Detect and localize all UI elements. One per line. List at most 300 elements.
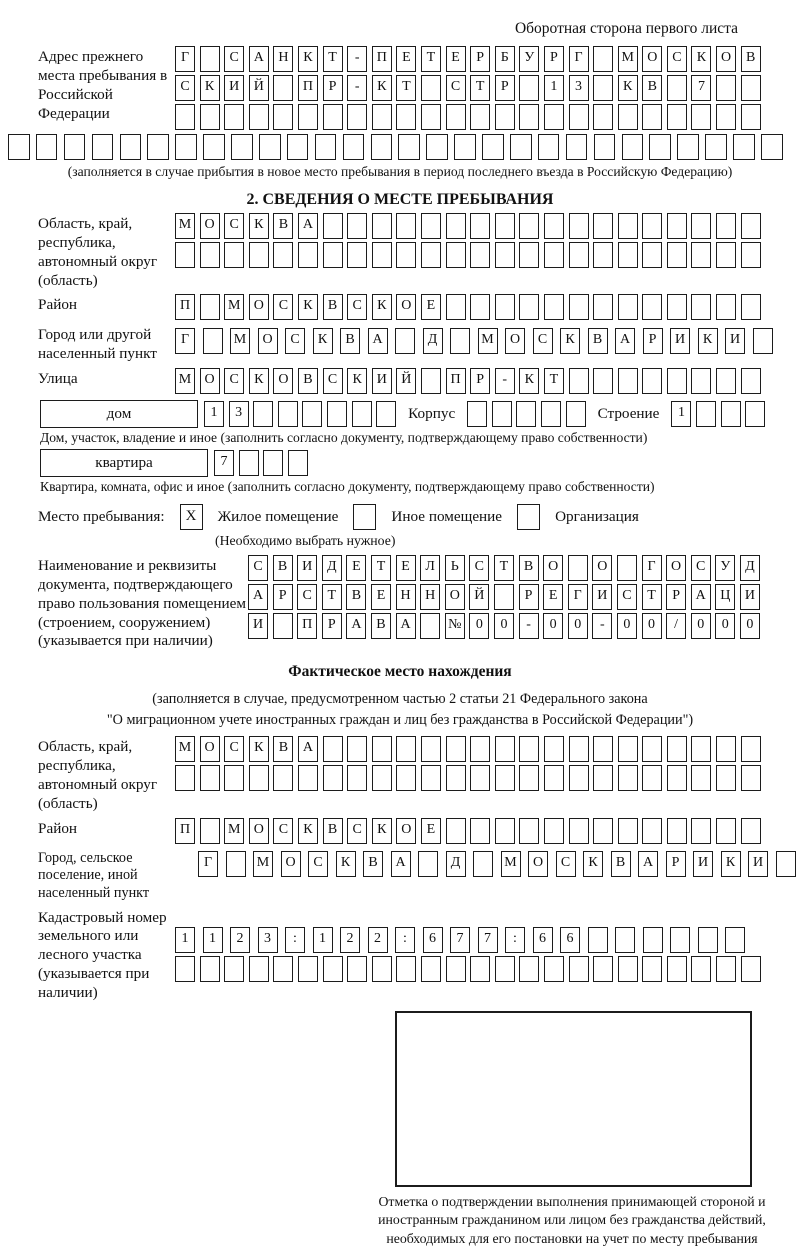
char-box[interactable]: 2 <box>340 927 360 953</box>
char-box[interactable]: С <box>347 818 367 844</box>
char-box[interactable]: С <box>556 851 576 877</box>
char-box[interactable] <box>347 213 367 239</box>
char-box[interactable]: Н <box>420 584 440 610</box>
char-box[interactable] <box>519 765 539 791</box>
char-box[interactable] <box>544 294 564 320</box>
char-box[interactable] <box>642 765 662 791</box>
char-box[interactable]: Е <box>396 46 416 72</box>
char-box[interactable] <box>716 956 736 982</box>
char-box[interactable] <box>470 956 490 982</box>
char-box[interactable] <box>203 134 225 160</box>
char-box[interactable] <box>395 328 415 354</box>
char-box[interactable] <box>224 104 244 130</box>
char-box[interactable] <box>273 104 293 130</box>
char-box[interactable] <box>615 927 635 953</box>
char-box[interactable] <box>470 736 490 762</box>
char-box[interactable] <box>544 104 564 130</box>
char-box[interactable]: В <box>273 555 293 581</box>
char-box[interactable] <box>327 401 347 427</box>
char-box[interactable]: 1 <box>671 401 691 427</box>
char-box[interactable] <box>200 818 220 844</box>
char-box[interactable]: 2 <box>368 927 388 953</box>
char-box[interactable] <box>725 927 745 953</box>
char-box[interactable] <box>538 134 560 160</box>
char-box[interactable] <box>618 368 638 394</box>
char-box[interactable]: С <box>323 368 343 394</box>
char-box[interactable]: 0 <box>469 613 489 639</box>
char-box[interactable] <box>593 75 613 101</box>
char-box[interactable] <box>323 956 343 982</box>
char-box[interactable] <box>741 818 761 844</box>
char-box[interactable] <box>64 134 86 160</box>
char-box[interactable]: И <box>372 368 392 394</box>
char-box[interactable] <box>446 765 466 791</box>
char-box[interactable] <box>396 242 416 268</box>
char-box[interactable]: М <box>478 328 498 354</box>
char-box[interactable]: О <box>281 851 301 877</box>
char-box[interactable] <box>470 818 490 844</box>
char-box[interactable]: И <box>670 328 690 354</box>
char-box[interactable] <box>470 294 490 320</box>
char-box[interactable] <box>618 242 638 268</box>
char-box[interactable]: С <box>224 368 244 394</box>
char-box[interactable] <box>593 242 613 268</box>
char-box[interactable] <box>618 104 638 130</box>
char-box[interactable] <box>495 818 515 844</box>
char-box[interactable]: О <box>249 294 269 320</box>
char-box[interactable] <box>519 736 539 762</box>
char-box[interactable]: М <box>175 368 195 394</box>
char-box[interactable]: Р <box>643 328 663 354</box>
char-box[interactable] <box>716 818 736 844</box>
char-box[interactable] <box>396 213 416 239</box>
char-box[interactable]: К <box>691 46 711 72</box>
char-box[interactable] <box>569 213 589 239</box>
char-box[interactable]: А <box>249 46 269 72</box>
char-box[interactable]: К <box>313 328 333 354</box>
char-box[interactable] <box>420 613 440 639</box>
char-box[interactable] <box>226 851 246 877</box>
char-box[interactable]: М <box>501 851 521 877</box>
char-box[interactable] <box>224 956 244 982</box>
char-box[interactable] <box>741 956 761 982</box>
char-box[interactable]: С <box>297 584 317 610</box>
char-box[interactable]: Р <box>323 75 343 101</box>
char-box[interactable] <box>372 242 392 268</box>
char-box[interactable]: К <box>560 328 580 354</box>
char-box[interactable] <box>593 956 613 982</box>
char-box[interactable] <box>347 242 367 268</box>
char-box[interactable]: 0 <box>617 613 637 639</box>
char-box[interactable]: К <box>249 736 269 762</box>
char-box[interactable] <box>298 104 318 130</box>
char-box[interactable] <box>147 134 169 160</box>
char-box[interactable] <box>519 294 539 320</box>
char-box[interactable] <box>446 213 466 239</box>
char-box[interactable]: - <box>592 613 612 639</box>
char-box[interactable] <box>594 134 616 160</box>
char-box[interactable] <box>231 134 253 160</box>
char-box[interactable]: Л <box>420 555 440 581</box>
char-box[interactable] <box>519 75 539 101</box>
char-box[interactable]: В <box>371 613 391 639</box>
char-box[interactable] <box>569 294 589 320</box>
char-box[interactable] <box>617 555 637 581</box>
char-box[interactable]: 3 <box>258 927 278 953</box>
char-box[interactable]: Г <box>175 328 195 354</box>
char-box[interactable] <box>741 765 761 791</box>
char-box[interactable]: Ц <box>715 584 735 610</box>
char-box[interactable] <box>200 765 220 791</box>
char-box[interactable] <box>753 328 773 354</box>
char-box[interactable] <box>343 134 365 160</box>
char-box[interactable]: М <box>224 818 244 844</box>
char-box[interactable]: И <box>740 584 760 610</box>
char-box[interactable] <box>249 956 269 982</box>
char-box[interactable] <box>287 134 309 160</box>
char-box[interactable] <box>323 213 343 239</box>
char-box[interactable] <box>288 450 308 476</box>
char-box[interactable]: У <box>519 46 539 72</box>
char-box[interactable] <box>253 401 273 427</box>
char-box[interactable] <box>745 401 765 427</box>
char-box[interactable]: О <box>258 328 278 354</box>
char-box[interactable] <box>315 134 337 160</box>
char-box[interactable] <box>224 765 244 791</box>
char-box[interactable]: М <box>230 328 250 354</box>
char-box[interactable] <box>470 104 490 130</box>
char-box[interactable]: Р <box>544 46 564 72</box>
char-box[interactable]: П <box>297 613 317 639</box>
char-box[interactable]: С <box>667 46 687 72</box>
char-box[interactable]: В <box>340 328 360 354</box>
char-box[interactable]: А <box>368 328 388 354</box>
char-box[interactable]: / <box>666 613 686 639</box>
char-box[interactable] <box>568 555 588 581</box>
char-box[interactable]: О <box>396 818 416 844</box>
char-box[interactable]: К <box>200 75 220 101</box>
char-box[interactable] <box>667 818 687 844</box>
char-box[interactable]: С <box>446 75 466 101</box>
char-box[interactable] <box>273 765 293 791</box>
char-box[interactable]: Е <box>446 46 466 72</box>
char-box[interactable] <box>667 368 687 394</box>
char-box[interactable]: О <box>528 851 548 877</box>
char-box[interactable] <box>92 134 114 160</box>
char-box[interactable]: : <box>285 927 305 953</box>
char-box[interactable] <box>175 956 195 982</box>
char-box[interactable]: В <box>323 294 343 320</box>
char-box[interactable]: К <box>298 818 318 844</box>
char-box[interactable] <box>278 401 298 427</box>
char-box[interactable]: Д <box>446 851 466 877</box>
char-box[interactable] <box>716 368 736 394</box>
char-box[interactable]: П <box>175 818 195 844</box>
char-box[interactable] <box>691 956 711 982</box>
char-box[interactable] <box>298 765 318 791</box>
char-box[interactable]: О <box>200 736 220 762</box>
char-box[interactable]: Е <box>346 555 366 581</box>
char-box[interactable] <box>696 401 716 427</box>
char-box[interactable]: 0 <box>740 613 760 639</box>
char-box[interactable]: Г <box>642 555 662 581</box>
char-box[interactable] <box>175 134 197 160</box>
char-box[interactable]: А <box>391 851 411 877</box>
char-box[interactable]: О <box>396 294 416 320</box>
char-box[interactable] <box>698 927 718 953</box>
char-box[interactable]: Е <box>371 584 391 610</box>
char-box[interactable]: - <box>347 46 367 72</box>
char-box[interactable] <box>667 765 687 791</box>
char-box[interactable] <box>566 401 586 427</box>
char-box[interactable]: 0 <box>642 613 662 639</box>
char-box[interactable] <box>667 956 687 982</box>
char-box[interactable] <box>667 75 687 101</box>
char-box[interactable] <box>347 736 367 762</box>
char-box[interactable]: Б <box>495 46 515 72</box>
char-box[interactable] <box>495 765 515 791</box>
char-box[interactable]: 7 <box>450 927 470 953</box>
char-box[interactable]: П <box>298 75 318 101</box>
char-box[interactable] <box>352 401 372 427</box>
char-box[interactable]: 7 <box>214 450 234 476</box>
char-box[interactable] <box>618 818 638 844</box>
char-box[interactable] <box>450 328 470 354</box>
char-box[interactable] <box>691 213 711 239</box>
char-box[interactable]: К <box>583 851 603 877</box>
char-box[interactable]: Р <box>322 613 342 639</box>
checkbox-organization[interactable] <box>517 504 540 530</box>
char-box[interactable]: - <box>495 368 515 394</box>
char-box[interactable]: Й <box>469 584 489 610</box>
char-box[interactable]: В <box>323 818 343 844</box>
char-box[interactable]: И <box>693 851 713 877</box>
char-box[interactable] <box>716 213 736 239</box>
char-box[interactable]: 0 <box>691 613 711 639</box>
char-box[interactable] <box>372 736 392 762</box>
char-box[interactable] <box>371 134 393 160</box>
char-box[interactable]: 1 <box>203 927 223 953</box>
char-box[interactable] <box>593 765 613 791</box>
char-box[interactable]: Т <box>396 75 416 101</box>
char-box[interactable]: 6 <box>423 927 443 953</box>
char-box[interactable] <box>761 134 783 160</box>
char-box[interactable]: В <box>298 368 318 394</box>
char-box[interactable] <box>622 134 644 160</box>
char-box[interactable]: К <box>249 213 269 239</box>
char-box[interactable] <box>541 401 561 427</box>
char-box[interactable] <box>776 851 796 877</box>
char-box[interactable]: Т <box>323 46 343 72</box>
char-box[interactable] <box>741 368 761 394</box>
char-box[interactable]: О <box>505 328 525 354</box>
char-box[interactable]: М <box>224 294 244 320</box>
char-box[interactable]: К <box>618 75 638 101</box>
char-box[interactable]: И <box>297 555 317 581</box>
checkbox-other-premises[interactable] <box>353 504 376 530</box>
char-box[interactable]: О <box>642 46 662 72</box>
char-box[interactable]: О <box>445 584 465 610</box>
char-box[interactable] <box>544 213 564 239</box>
char-box[interactable]: Н <box>273 46 293 72</box>
char-box[interactable] <box>593 104 613 130</box>
char-box[interactable]: С <box>224 213 244 239</box>
char-box[interactable] <box>323 242 343 268</box>
char-box[interactable] <box>421 956 441 982</box>
char-box[interactable] <box>741 104 761 130</box>
char-box[interactable] <box>372 765 392 791</box>
char-box[interactable] <box>495 213 515 239</box>
char-box[interactable]: С <box>533 328 553 354</box>
char-box[interactable] <box>175 104 195 130</box>
char-box[interactable] <box>649 134 671 160</box>
char-box[interactable] <box>519 956 539 982</box>
char-box[interactable] <box>372 956 392 982</box>
char-box[interactable] <box>618 956 638 982</box>
char-box[interactable]: Т <box>642 584 662 610</box>
char-box[interactable]: В <box>273 213 293 239</box>
char-box[interactable]: К <box>298 294 318 320</box>
char-box[interactable] <box>519 213 539 239</box>
char-box[interactable] <box>593 818 613 844</box>
char-box[interactable]: К <box>372 818 392 844</box>
char-box[interactable] <box>446 294 466 320</box>
char-box[interactable]: 1 <box>204 401 224 427</box>
char-box[interactable] <box>494 584 514 610</box>
char-box[interactable] <box>396 736 416 762</box>
char-box[interactable]: К <box>519 368 539 394</box>
char-box[interactable] <box>323 736 343 762</box>
char-box[interactable] <box>470 765 490 791</box>
char-box[interactable]: Г <box>568 584 588 610</box>
char-box[interactable] <box>421 368 441 394</box>
char-box[interactable]: К <box>336 851 356 877</box>
char-box[interactable] <box>372 104 392 130</box>
char-box[interactable]: О <box>543 555 563 581</box>
char-box[interactable] <box>454 134 476 160</box>
char-box[interactable] <box>200 104 220 130</box>
char-box[interactable]: И <box>248 613 268 639</box>
char-box[interactable] <box>593 46 613 72</box>
char-box[interactable] <box>467 401 487 427</box>
char-box[interactable] <box>495 294 515 320</box>
char-box[interactable] <box>667 104 687 130</box>
char-box[interactable]: С <box>248 555 268 581</box>
char-box[interactable]: К <box>249 368 269 394</box>
char-box[interactable]: О <box>200 368 220 394</box>
char-box[interactable] <box>566 134 588 160</box>
char-box[interactable] <box>200 46 220 72</box>
char-box[interactable]: К <box>372 294 392 320</box>
char-box[interactable] <box>642 736 662 762</box>
char-box[interactable]: 7 <box>478 927 498 953</box>
char-box[interactable]: А <box>248 584 268 610</box>
char-box[interactable]: 6 <box>533 927 553 953</box>
char-box[interactable] <box>482 134 504 160</box>
char-box[interactable] <box>421 213 441 239</box>
char-box[interactable]: 7 <box>691 75 711 101</box>
char-box[interactable] <box>741 736 761 762</box>
char-box[interactable]: 0 <box>543 613 563 639</box>
char-box[interactable] <box>593 213 613 239</box>
char-box[interactable]: Р <box>519 584 539 610</box>
char-box[interactable] <box>618 213 638 239</box>
char-box[interactable] <box>446 736 466 762</box>
char-box[interactable] <box>273 613 293 639</box>
char-box[interactable] <box>347 765 367 791</box>
char-box[interactable] <box>569 736 589 762</box>
char-box[interactable] <box>618 736 638 762</box>
char-box[interactable] <box>120 134 142 160</box>
char-box[interactable]: М <box>175 736 195 762</box>
char-box[interactable]: Т <box>322 584 342 610</box>
char-box[interactable] <box>421 242 441 268</box>
char-box[interactable]: Ь <box>445 555 465 581</box>
char-box[interactable] <box>519 242 539 268</box>
char-box[interactable]: А <box>691 584 711 610</box>
char-box[interactable] <box>249 765 269 791</box>
char-box[interactable] <box>396 956 416 982</box>
char-box[interactable]: В <box>741 46 761 72</box>
char-box[interactable]: А <box>615 328 635 354</box>
char-box[interactable] <box>716 242 736 268</box>
char-box[interactable]: Д <box>423 328 443 354</box>
char-box[interactable]: М <box>618 46 638 72</box>
char-box[interactable] <box>396 765 416 791</box>
char-box[interactable] <box>175 242 195 268</box>
char-box[interactable]: В <box>273 736 293 762</box>
char-box[interactable] <box>569 956 589 982</box>
char-box[interactable]: С <box>308 851 328 877</box>
char-box[interactable]: К <box>372 75 392 101</box>
char-box[interactable] <box>446 242 466 268</box>
char-box[interactable] <box>418 851 438 877</box>
char-box[interactable] <box>691 765 711 791</box>
char-box[interactable] <box>691 104 711 130</box>
char-box[interactable] <box>372 213 392 239</box>
char-box[interactable]: Г <box>198 851 218 877</box>
char-box[interactable]: Е <box>421 818 441 844</box>
char-box[interactable]: Т <box>421 46 441 72</box>
char-box[interactable]: 0 <box>715 613 735 639</box>
char-box[interactable] <box>492 401 512 427</box>
char-box[interactable]: И <box>748 851 768 877</box>
char-box[interactable]: Й <box>249 75 269 101</box>
char-box[interactable]: Е <box>543 584 563 610</box>
char-box[interactable] <box>36 134 58 160</box>
char-box[interactable] <box>667 294 687 320</box>
char-box[interactable]: С <box>224 46 244 72</box>
char-box[interactable] <box>544 242 564 268</box>
char-box[interactable]: Р <box>470 368 490 394</box>
char-box[interactable]: № <box>445 613 465 639</box>
char-box[interactable]: Н <box>396 584 416 610</box>
char-box[interactable] <box>544 818 564 844</box>
char-box[interactable] <box>691 736 711 762</box>
char-box[interactable]: Е <box>421 294 441 320</box>
char-box[interactable]: Р <box>666 584 686 610</box>
char-box[interactable] <box>516 401 536 427</box>
char-box[interactable]: 1 <box>544 75 564 101</box>
char-box[interactable]: - <box>519 613 539 639</box>
char-box[interactable]: О <box>592 555 612 581</box>
char-box[interactable] <box>642 213 662 239</box>
char-box[interactable]: У <box>715 555 735 581</box>
char-box[interactable]: 1 <box>313 927 333 953</box>
char-box[interactable]: Г <box>175 46 195 72</box>
char-box[interactable] <box>224 242 244 268</box>
char-box[interactable] <box>642 104 662 130</box>
